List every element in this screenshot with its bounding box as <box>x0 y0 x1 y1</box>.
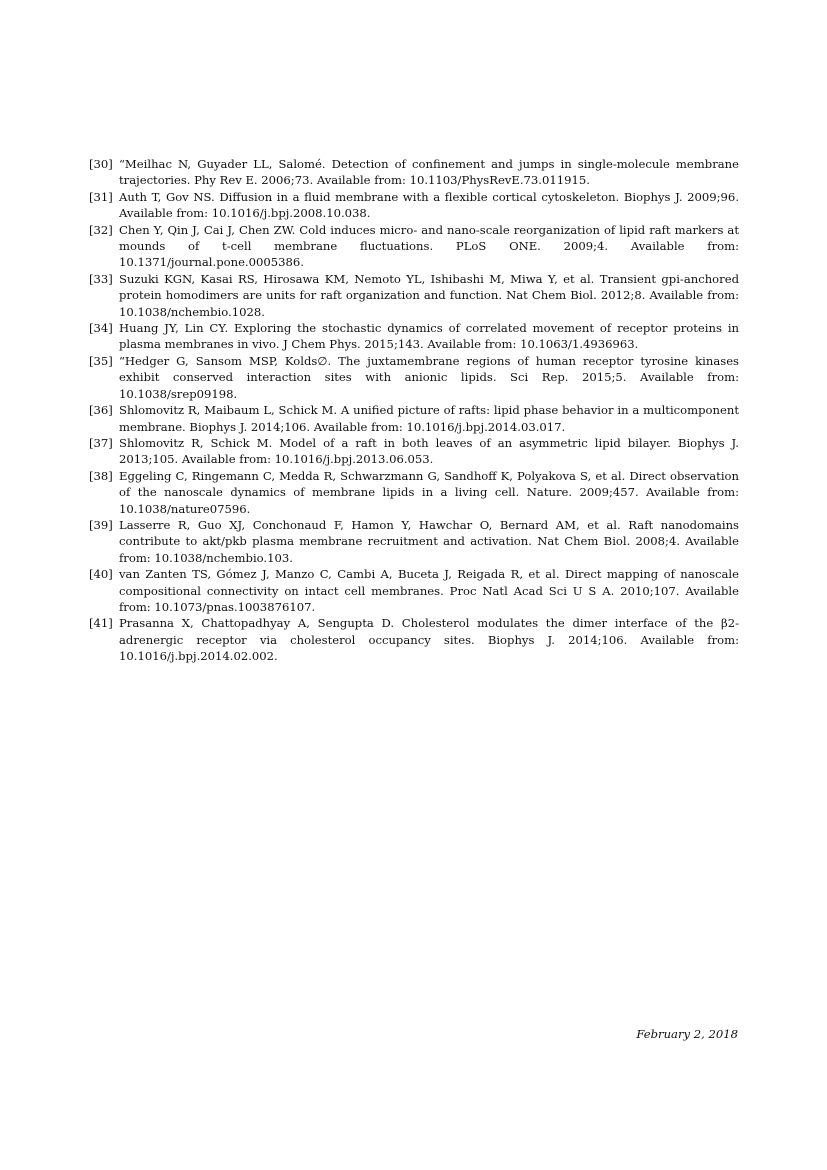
reference-item <box>89 353 739 402</box>
reference-number: [32] <box>89 222 113 237</box>
reference-item <box>89 156 739 189</box>
reference-number: [33] <box>89 271 113 286</box>
reference-text: Eggeling C, Ringemann C, Medda R, Schwarzmann G, Sandhoff K, Polyakova S, et al. Direct observation of the nanoscale dynamics of membrane lipids in a living cell. Nature. 2009;457. Available from: 10.1038/nature07596. <box>119 468 739 516</box>
reference-number: [36] <box>89 403 113 418</box>
reference-text: Auth T, Gov NS. Diffusion in a fluid membrane with a flexible cortical cytoskeleton. Biophys J. 2009;96. Available from: 10.1016/j.bpj.2008.10.038. <box>119 189 739 221</box>
reference-text: “Hedger G, Sansom MSP, Kolds∅. The juxtamembrane regions of human receptor tyrosine kinases exhibit conserved interaction sites with anionic lipids. Sci Rep. 2015;5. Available from: 10.1038/srep09198. <box>119 353 739 401</box>
reference-text: “Meilhac N, Guyader LL, Salomé. Detection of confinement and jumps in single-molecule membrane trajectories. Phy Rev E. 2006;73. Available from: 10.1103/PhysRevE.73.011915. <box>119 157 739 188</box>
reference-item <box>89 566 739 615</box>
reference-item <box>89 222 739 271</box>
reference-item <box>89 271 739 320</box>
reference-text: Lasserre R, Guo XJ, Conchonaud F, Hamon Y, Hawchar O, Bernard AM, et al. Raft nanodomains contribute to akt/pkb plasma membrane recruitment and activation. Nat Chem Biol. 2008;4. Available from: 10.1038/nchembio.103. <box>119 517 739 565</box>
reference-item <box>89 468 739 517</box>
reference-number: [37] <box>89 435 113 450</box>
reference-item <box>89 402 739 435</box>
reference-number: [41] <box>89 616 113 631</box>
reference-text: Shlomovitz R, Maibaum L, Schick M. A unified picture of rafts: lipid phase behavior in a multicomponent membrane. Biophys J. 2014;106. Available from: 10.1016/j.bpj.2014.03.017. <box>119 403 739 434</box>
reference-number: [35] <box>89 353 113 368</box>
reference-item <box>89 435 739 468</box>
reference-item <box>89 615 739 664</box>
reference-item <box>89 517 739 566</box>
reference-number: [40] <box>89 567 113 582</box>
reference-number: [39] <box>89 517 113 532</box>
reference-text: Chen Y, Qin J, Cai J, Chen ZW. Cold induces micro- and nano-scale reorganization of lipid raft markers at mounds of t-cell membrane fluctuations. PLoS ONE. 2009;4. Available from: 10.1371/journal.pone.0005386. <box>119 222 739 270</box>
reference-list <box>89 156 739 665</box>
reference-number: [31] <box>89 189 113 204</box>
reference-text: Huang JY, Lin CY. Exploring the stochastic dynamics of correlated movement of receptor proteins in plasma membranes in vivo. J Chem Phys. 2015;143. Available from: 10.1063/1.4936963. <box>119 321 739 352</box>
reference-number: [34] <box>89 321 113 336</box>
reference-item <box>89 320 739 353</box>
reference-item <box>89 189 739 222</box>
reference-text: van Zanten TS, Gómez J, Manzo C, Cambi A, Buceta J, Reigada R, et al. Direct mapping of nanoscale compositional connectivity on intact cell membranes. Proc Natl Acad Sci U S A. 2010;107. Available from: 10.1073/pnas.1003876107. <box>119 567 739 614</box>
reference-number: [38] <box>89 468 113 483</box>
reference-text: Prasanna X, Chattopadhyay A, Sengupta D. Cholesterol modulates the dimer interface of the β2-adrenergic receptor via cholesterol occupancy sites. Biophys J. 2014;106. Available from: 10.1016/j.bpj.2014.02.002. <box>119 616 739 664</box>
footer-date: February 2, 2018 <box>636 1027 738 1041</box>
reference-text: Suzuki KGN, Kasai RS, Hirosawa KM, Nemoto YL, Ishibashi M, Miwa Y, et al. Transient gpi-anchored protein homodimers are units for raft organization and function. Nat Chem Biol. 2012;8. Available from: 10.1038/nchembio.1028. <box>119 271 739 319</box>
reference-number: [30] <box>89 157 113 171</box>
reference-text: Shlomovitz R, Schick M. Model of a raft in both leaves of an asymmetric lipid bilayer. Biophys J. 2013;105. Available from: 10.1016/j.bpj.2013.06.053. <box>119 435 739 467</box>
